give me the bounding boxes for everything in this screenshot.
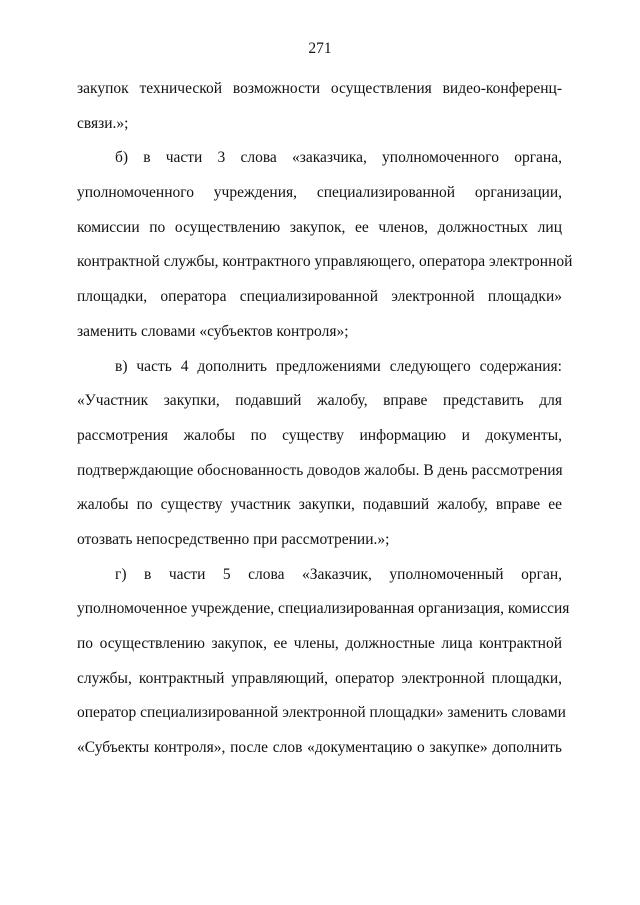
text-line: рассмотрения жалобы по существу информацию и документы, — [77, 426, 562, 444]
text-line: площадки, оператора специализированной электронной площадки» — [77, 288, 562, 306]
text-line: оператор специализированной электронной площадки» заменить словами — [77, 704, 566, 722]
text-line: жалобы по существу участник закупки, подавший жалобу, вправе ее — [77, 496, 562, 514]
text-line: закупок технической возможности осуществления видео-конференц- — [77, 80, 562, 97]
text-line: по осуществлению закупок, ее члены, должностные лица контрактной — [77, 635, 562, 652]
text-line: б) в части 3 слова «заказчика, уполномоченного органа, — [115, 149, 562, 167]
body-text — [77, 72, 573, 766]
text-line: уполномоченное учреждение, специализированная организация, комиссия — [77, 600, 570, 618]
paragraph-3 — [77, 350, 562, 558]
page-number: 271 — [308, 40, 332, 57]
text-line: подтверждающие обоснованность доводов жалобы. В день рассмотрения — [77, 461, 563, 479]
text-line: г) в части 5 слова «Заказчик, уполномоченный орган, — [115, 565, 562, 583]
text-line: «Субъекты контроля», после слов «документацию о закупке» дополнить — [77, 739, 562, 757]
text-line: «Участник закупки, подавший жалобу, вправе представить для — [77, 392, 562, 410]
text-line: в) часть 4 дополнить предложениями следующего содержания: — [115, 357, 562, 375]
text-line: службы, контрактный управляющий, оператор электронной площадки, — [77, 669, 562, 687]
text-line: комиссии по осуществлению закупок, ее членов, должностных лиц — [77, 218, 562, 236]
text-line: контрактной службы, контрактного управляющего, оператора электронной — [77, 253, 573, 271]
text-line: заменить словами «субъектов контроля»; — [77, 322, 349, 340]
text-line: отозвать непосредственно при рассмотрении.»; — [77, 530, 390, 548]
text-line: связи.»; — [77, 114, 129, 132]
text-line: уполномоченного учреждения, специализированной организации, — [77, 184, 562, 202]
paragraph-2 — [77, 141, 573, 349]
paragraph-1 — [77, 72, 562, 141]
paragraph-4 — [77, 558, 570, 766]
